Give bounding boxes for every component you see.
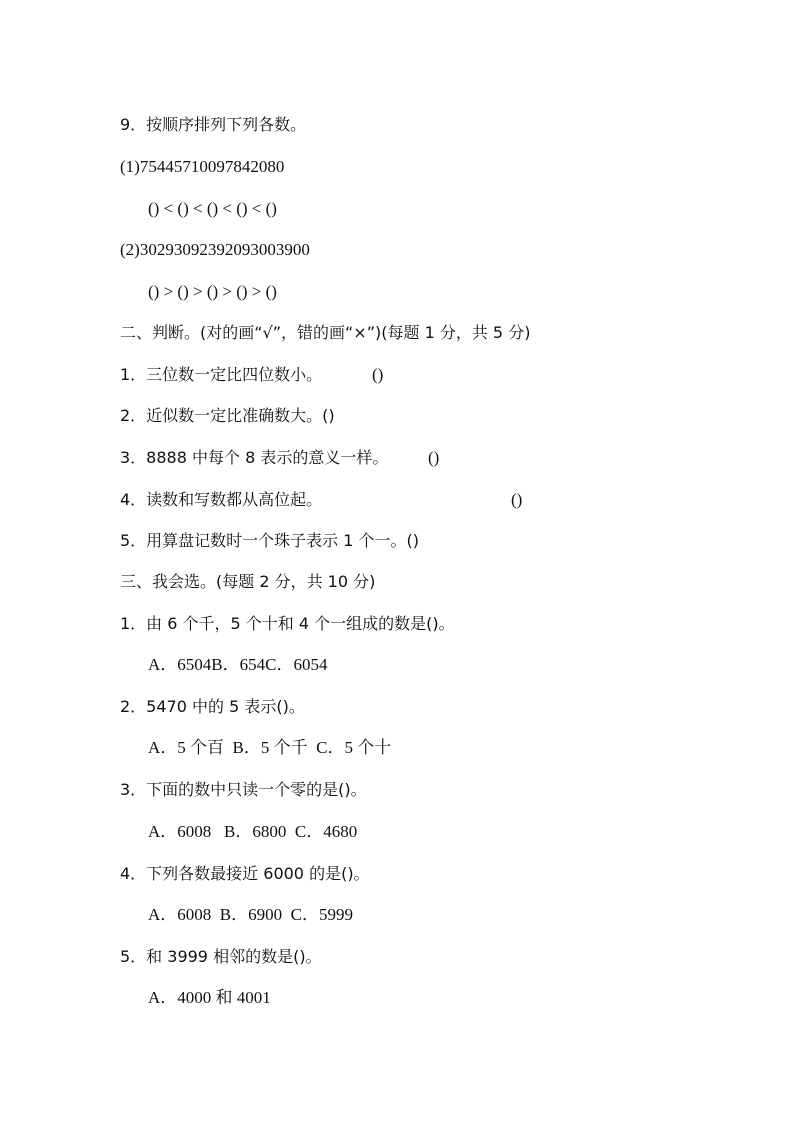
choice-question-5: 5．和 3999 相邻的数是()。 <box>120 947 322 966</box>
judge-item-1-blank: () <box>372 365 384 384</box>
choice-question-4: 4．下列各数最接近 6000 的是()。 <box>120 864 370 883</box>
judge-item-5: 5．用算盘记数时一个珠子表示 1 个一。() <box>120 531 420 550</box>
judge-item-4: 4．读数和写数都从高位起。 <box>120 490 323 509</box>
q9-part2-answer: () > () > () > () > () <box>148 282 277 301</box>
choice-options-3: A．6008 B．6800 C．4680 <box>148 822 358 841</box>
judge-item-2: 2．近似数一定比准确数大。() <box>120 406 335 425</box>
choice-question-2: 2．5470 中的 5 表示()。 <box>120 697 305 716</box>
choice-options-4: A．6008 B．6900 C．5999 <box>148 905 353 924</box>
choice-question-3: 3．下面的数中只读一个零的是()。 <box>120 780 367 799</box>
choice-question-1: 1．由 6 个千，5 个十和 4 个一组成的数是()。 <box>120 614 455 633</box>
judge-item-3-blank: () <box>428 448 440 467</box>
judge-item-1: 1．三位数一定比四位数小。 <box>120 365 323 384</box>
choice-options-2: A．5 个百 B．5 个千 C．5 个十 <box>148 738 392 757</box>
q9-part2: (2)30293092392093003900 <box>120 240 310 259</box>
q9-part1: (1)75445710097842080 <box>120 157 285 176</box>
choice-options-1: A．6504B．654C．6054 <box>148 655 328 674</box>
q9-title: 9．按顺序排列下列各数。 <box>120 115 307 134</box>
judge-item-4-blank: () <box>511 490 523 509</box>
judge-item-3: 3．8888 中每个 8 表示的意义一样。 <box>120 448 389 467</box>
section2-heading: 二、判断。(对的画“√”，错的画“×”)(每题 1 分，共 5 分) <box>120 323 531 342</box>
choice-options-5: A．4000 和 4001 <box>148 988 271 1007</box>
q9-part1-answer: () < () < () < () < () <box>148 199 277 218</box>
section3-heading: 三、我会选。(每题 2 分，共 10 分) <box>120 572 376 591</box>
